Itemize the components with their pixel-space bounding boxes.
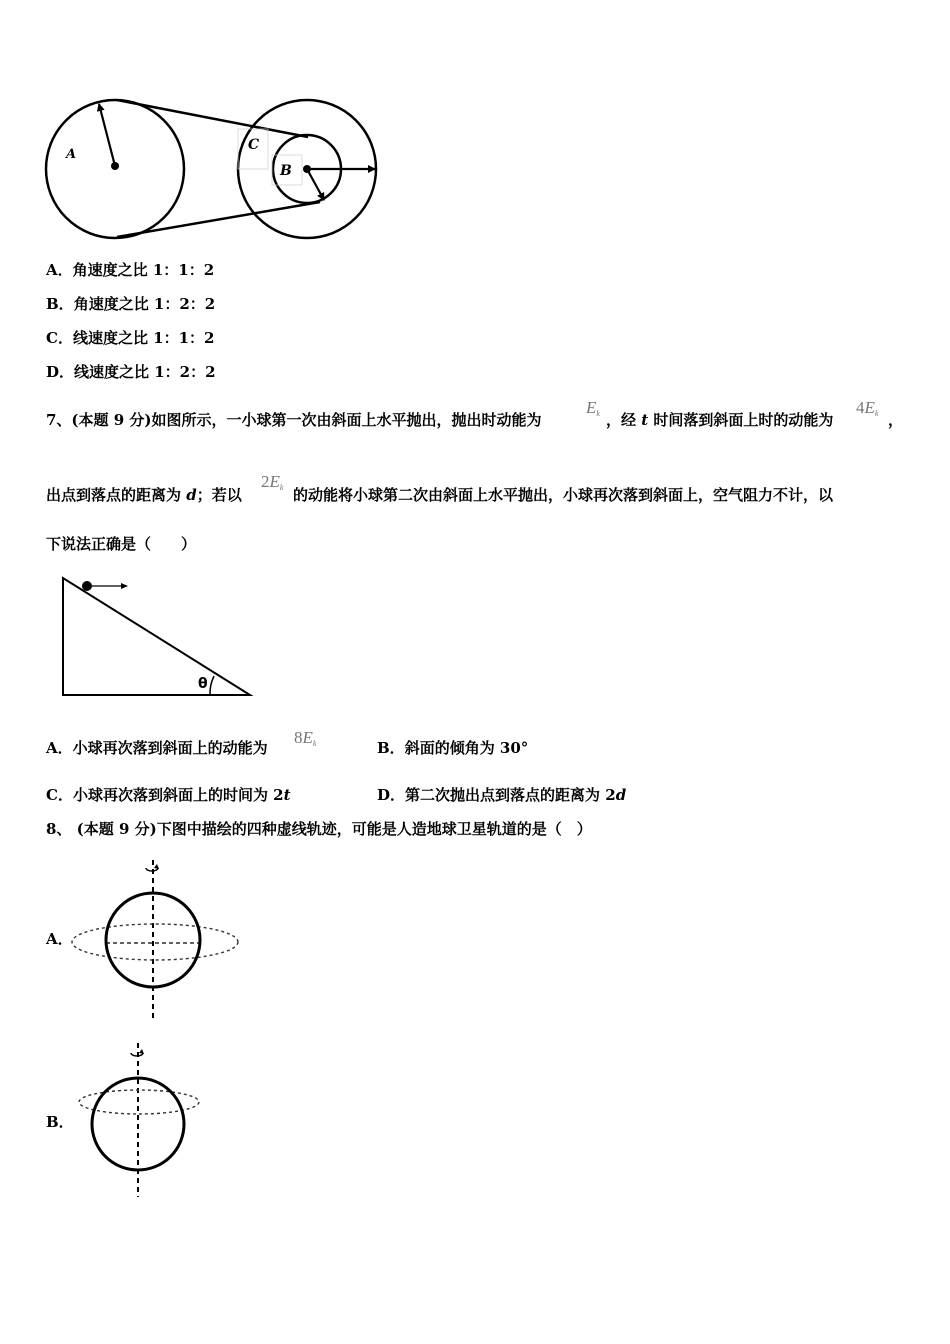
option-letter: C． — [46, 786, 73, 804]
q7-line2-a: 出点到落点的距离为 d；若以 — [46, 486, 242, 504]
q7-line1: 7、(本题 9 分)如图所示，一小球第一次由斜面上水平抛出，抛出时动能为 — [46, 411, 542, 429]
label-c: C — [248, 137, 260, 153]
q7-option-a — [46, 738, 268, 758]
q7-2ek: $2E_k$ — [261, 472, 284, 492]
option-letter: A． — [46, 261, 73, 279]
q7-option-c: C．小球再次落到斜面上的时间为 2t — [46, 786, 291, 804]
ball — [82, 581, 92, 591]
label-b: B — [280, 163, 292, 179]
option-text: 角速度之比 1：2：2 — [73, 295, 216, 313]
q6-option-d — [46, 362, 216, 382]
option-text: 小球再次落到斜面上的动能为 — [72, 739, 268, 757]
option-letter: A． — [46, 739, 73, 757]
theta-label: θ — [198, 676, 208, 692]
q7-4ek: $4E_k$ — [856, 398, 879, 418]
q6-option-b — [46, 294, 215, 314]
option-text: 线速度之比 1：2：2 — [74, 363, 216, 381]
label-a: A — [66, 147, 77, 162]
q6-option-c — [46, 328, 215, 348]
angle-arc — [210, 676, 214, 695]
q8-option-a-label: A． — [46, 930, 73, 948]
q7-line1-mid: ，经 t 时间落到斜面上时的动能为 — [606, 411, 834, 429]
option-letter: D． — [377, 786, 406, 804]
q7-option-a-8ek: $8E_k$ — [294, 728, 317, 748]
option-letter: B． — [46, 295, 74, 313]
option-text: 线速度之比 1：1：2 — [72, 329, 215, 347]
option-letter: B． — [377, 739, 405, 757]
q7-option-b — [377, 738, 528, 758]
option-text: 角速度之比 1：1：2 — [72, 261, 215, 279]
option-letter: D． — [46, 363, 75, 381]
orbit-equatorial — [72, 924, 238, 960]
option-text: 第二次抛出点到落点的距离为 2 — [405, 786, 616, 804]
q6-option-a — [46, 260, 214, 280]
q7-line3: 下说法正确是（ ） — [46, 535, 197, 553]
option-letter: C． — [46, 329, 73, 347]
q7-line1-end: ， — [888, 411, 904, 429]
option-text: 小球再次落到斜面上的时间为 2 — [72, 786, 284, 804]
q7-option-d: D．第二次抛出点到落点的距离为 2d — [377, 786, 627, 804]
q7-ek-1: $E_k$ — [586, 398, 600, 418]
incline-diagram — [0, 560, 300, 710]
q8-figure-b — [0, 1035, 300, 1205]
wheel-a — [46, 100, 184, 238]
q7-line2-c: 的动能将小球第二次由斜面上水平抛出，小球再次落到斜面上，空气阻力不计，以 — [293, 486, 834, 504]
q8-option-b-label: B． — [46, 1113, 74, 1131]
q8-question: 8、 (本题 9 分)下图中描绘的四种虚线轨迹，可能是人造地球卫星轨道的是（ ） — [46, 820, 592, 838]
option-text: 斜面的倾角为 30° — [404, 739, 529, 757]
pulley-diagram — [0, 0, 400, 250]
q8-figure-a — [0, 840, 300, 1030]
